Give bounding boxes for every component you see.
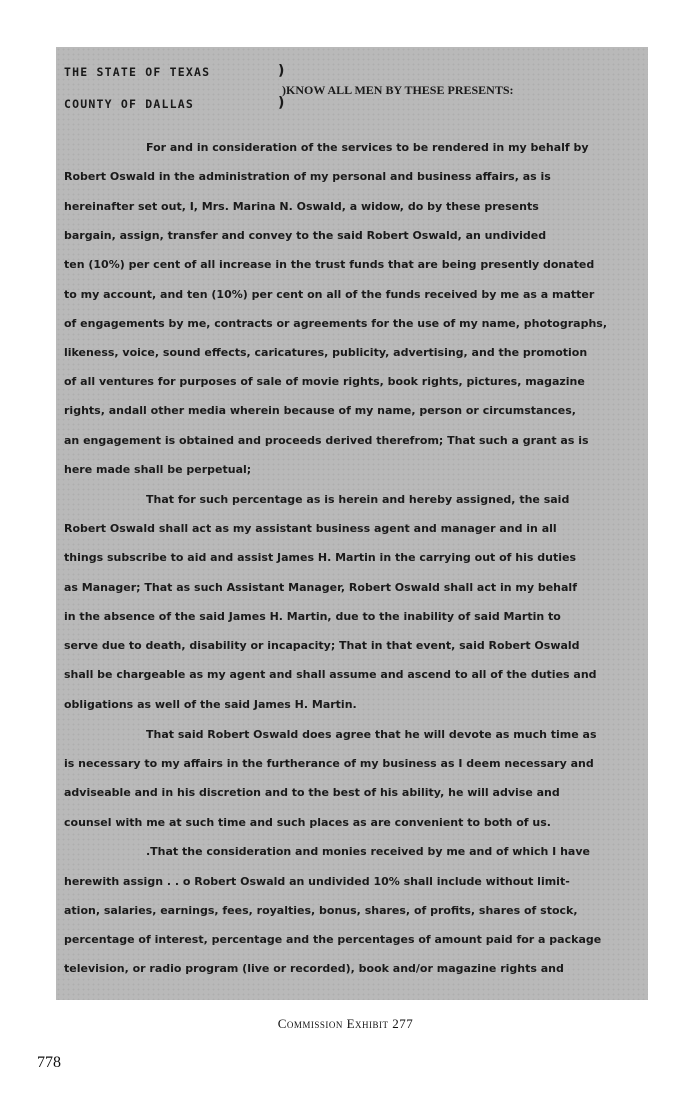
exhibit-caption: Commission Exhibit 277	[277, 1016, 414, 1031]
body-line: of all ventures for purposes of sale of movie rights, book rights, pictures, magazine	[64, 375, 585, 388]
body-line: likeness, voice, sound effects, caricatures, publicity, advertising, and the promotion	[64, 346, 588, 359]
body-line: to my account, and ten (10%) per cent on all of the funds received by me as a matter	[64, 288, 595, 301]
body-line: That said Robert Oswald does agree that he will devote as much time as	[146, 728, 597, 741]
body-line: bargain, assign, transfer and convey to the said Robert Oswald, an undivided	[64, 229, 547, 242]
body-line: things subscribe to aid and assist James H. Martin in the carrying out of his duties	[64, 551, 577, 564]
body-line: obligations as well of the said James H. Martin.	[64, 698, 357, 711]
body-line: here made shall be perpetual;	[64, 463, 252, 476]
body-line: ation, salaries, earnings, fees, royalties, bonus, shares, of profits, shares of stock,	[64, 904, 578, 917]
body-line: For and in consideration of the services to be rendered in my behalf by	[146, 141, 589, 154]
body-line: is necessary to my affairs in the furtherance of my business as I deem necessary and	[64, 757, 594, 770]
county-caption: COUNTY OF DALLAS	[64, 97, 194, 111]
body-line: of engagements by me, contracts or agreements for the use of my name, photographs,	[64, 317, 607, 330]
body-line: an engagement is obtained and proceeds derived therefrom; That such a grant as is	[64, 434, 589, 447]
body-line: herewith assign . . o Robert Oswald an undivided 10% shall include without limit-	[64, 875, 570, 888]
state-caption: THE STATE OF TEXAS	[64, 65, 211, 79]
body-line: in the absence of the said James H. Martin, due to the inability of said Martin to	[64, 610, 561, 623]
caption-brace: )	[278, 95, 285, 111]
body-line: Robert Oswald in the administration of my personal and business affairs, as is	[64, 170, 551, 183]
body-line: rights, andall other media wherein because of my name, person or circumstances,	[64, 404, 576, 417]
body-line: .That the consideration and monies received by me and of which I have	[146, 845, 590, 858]
body-line: percentage of interest, percentage and the percentages of amount paid for a package	[64, 933, 602, 946]
body-line: television, or radio program (live or recorded), book and/or magazine rights and	[64, 962, 564, 975]
body-line: counsel with me at such time and such places as are convenient to both of us.	[64, 816, 551, 829]
body-line: adviseable and in his discretion and to the best of his ability, he will advise and	[64, 786, 560, 799]
body-line: ten (10%) per cent of all increase in the trust funds that are being presently donated	[64, 258, 595, 271]
body-line: serve due to death, disability or incapacity; That in that event, said Robert Oswald	[64, 639, 580, 652]
body-line: shall be chargeable as my agent and shall assume and ascend to all of the duties and	[64, 668, 597, 681]
caption-brace: )	[278, 63, 285, 79]
scanned-document	[56, 47, 648, 1000]
body-line: as Manager; That as such Assistant Manager, Robert Oswald shall act in my behalf	[64, 581, 577, 594]
page-number: 778	[37, 1054, 61, 1071]
body-line: That for such percentage as is herein and hereby assigned, the said	[146, 493, 570, 506]
body-line: hereinafter set out, I, Mrs. Marina N. Oswald, a widow, do by these presents	[64, 200, 539, 213]
know-all-men-heading: )KNOW ALL MEN BY THESE PRESENTS:	[282, 83, 514, 97]
body-line: Robert Oswald shall act as my assistant business agent and manager and in all	[64, 522, 557, 535]
